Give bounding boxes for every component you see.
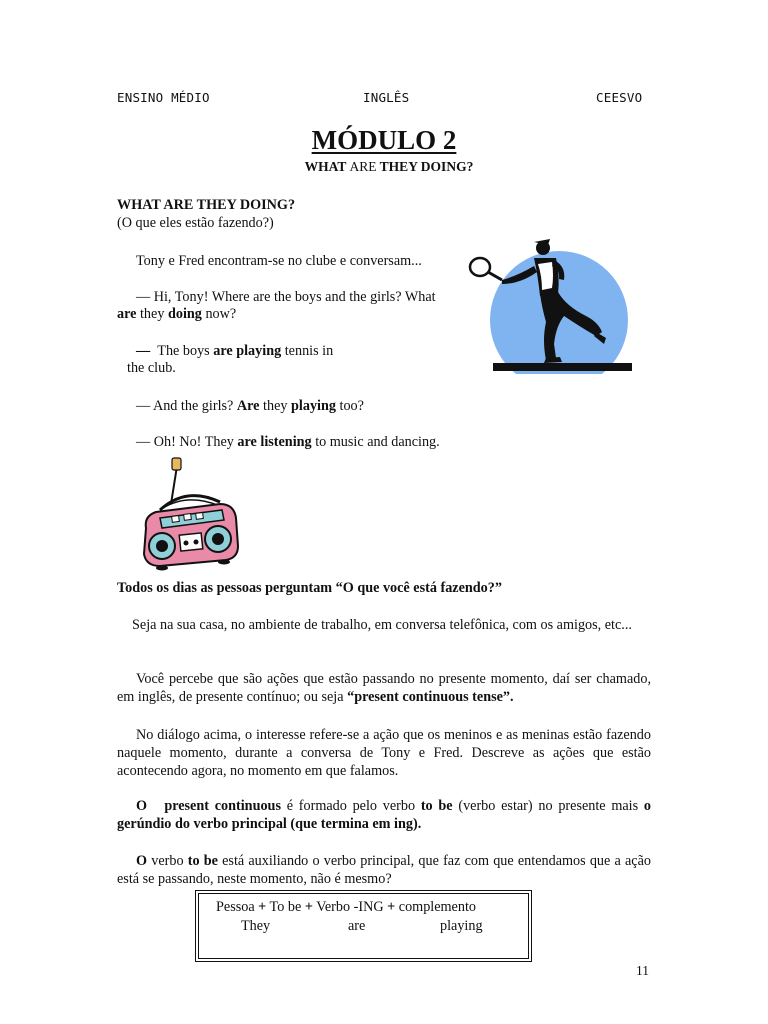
page-number: 11 (636, 963, 649, 978)
dialogue-line-2b: the club. (127, 360, 176, 376)
dialogue-line-3: — And the girls? Are they playing too? (136, 398, 364, 414)
formula-box (195, 890, 532, 962)
paragraph-3: No diálogo acima, o interesse refere-se a ação que os meninos e as meninas estão fazendo naquele momento, durante a conversa de Tony e Fred. Descreve as ações que estão acontecendo agora, no momento em que falamos. (117, 727, 651, 779)
dialogue-line-4: — Oh! No! They are listening to music and dancing. (136, 434, 440, 450)
paragraph-5: O verbo to be está auxiliando o verbo principal, que faz com que entendamos que a ação está se passando, neste momento, não é mesmo? (117, 853, 651, 887)
dialogue-line-2a: — The boys are playing tennis in (136, 343, 334, 359)
dialogue-line-1a: — Hi, Tony! Where are the boys and the girls? What (136, 289, 436, 305)
formula-row-1: Pessoa + To be + Verbo -ING + complemento (216, 899, 476, 915)
ground-line (493, 363, 632, 371)
paragraph-1: Seja na sua casa, no ambiente de trabalho, em conversa telefônica, com os amigos, etc... (132, 617, 632, 633)
formula-example-to-be: are (348, 918, 366, 934)
boombox-illustration (138, 456, 242, 572)
tennis-player-illustration (462, 236, 637, 374)
dialogue-line-1b: are they doing now? (117, 306, 237, 322)
header-right: CEESVO (596, 90, 643, 105)
page-title: MÓDULO 2 (311, 125, 457, 155)
section-heading: WHAT ARE THEY DOING? (117, 197, 296, 213)
paragraph-4: O present continuous é formado pelo verbo to be (verbo estar) no presente mais o gerúndio do verbo principal (que termina em ing). (117, 798, 651, 832)
section-translation: (O que eles estão fazendo?) (117, 215, 274, 231)
dialogue-intro: Tony e Fred encontram-se no clube e conversam... (136, 253, 422, 269)
page-subtitle: WHAT ARE THEY DOING? (304, 159, 474, 174)
question-line: Todos os dias as pessoas perguntam “O que você está fazendo?” (117, 580, 502, 596)
formula-example-subject: They (241, 918, 271, 934)
header-center: INGLÊS (363, 90, 410, 105)
header-left: ENSINO MÉDIO (117, 90, 210, 105)
paragraph-2: Você percebe que são ações que estão passando no presente momento, daí ser chamado, em inglês, de presente contínuo; ou seja “present continuous tense”. (117, 671, 651, 705)
formula-example-verb: playing (440, 918, 483, 934)
